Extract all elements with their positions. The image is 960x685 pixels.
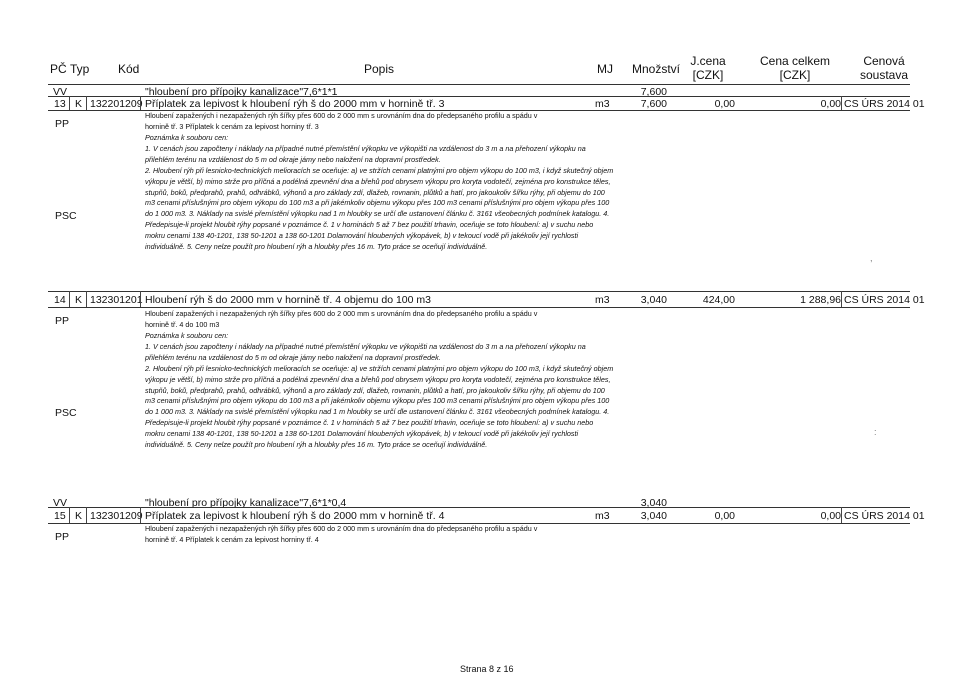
pp-line: hornině tř. 4 do 100 m3 — [145, 319, 220, 329]
pp-label: PP — [55, 118, 70, 130]
scan-mark: : — [874, 427, 877, 437]
vv-text: "hloubení pro přípojky kanalizace"7,6*1*0,4 — [145, 497, 347, 509]
header-jcena-line1: J.cena — [690, 54, 726, 68]
vv-qty: 7,600 — [640, 86, 667, 98]
item-pc: 14 — [54, 294, 66, 306]
header-mnozstvi: Množství — [632, 62, 681, 76]
vv-qty: 3,040 — [640, 497, 667, 509]
pp-line: hornině tř. 3 Příplatek k cenám za lepivost horniny tř. 3 — [145, 121, 319, 131]
pp-line: Hloubení zapažených i nezapažených rýh šířky přes 600 do 2 000 mm s urovnáním dna do předepsaného profilu a spádu v — [145, 309, 538, 318]
item-soustava: CS ÚRS 2014 01 — [844, 294, 925, 306]
header-rule — [48, 84, 910, 85]
item-celkem: 0,00 — [820, 98, 841, 110]
pp-label: PP — [55, 315, 70, 327]
col-divider — [841, 96, 842, 110]
psc-label: PSC — [55, 407, 77, 419]
item-jcena: 0,00 — [714, 510, 735, 522]
col-divider — [841, 291, 842, 307]
header-celkem — [750, 54, 840, 82]
item-kod: 132201209 — [90, 98, 143, 110]
item-typ: K — [75, 98, 83, 110]
item-row-bottom — [48, 307, 910, 308]
col-divider — [86, 96, 87, 110]
item-kod: 132301201 — [90, 294, 143, 306]
psc-note: Poznámka k souboru cen: 1. V cenách jsou započteny i náklady na případné nutné přemístění výkopku ve výkopišti na vzdálenost do 3 m a na přehození výkopku na přilehlém terénu na vzdálenost do 5 m od okraje jámy nebo naložení na dopravní prostředek. 2. Hloubení rýh při lesnicko-technických melioracích se oceňuje: a) ve stržích cenami platnými pro objem výkopu do 100 m3, i když skutečný objem výkopu je větší, b) mimo strže pro příčná a podélná zpevnění dna a břehů pod obrysem výkopu pro koryta vodotečí, zejména pro konstrukce těles, stupňů, boků, předprahů, prahů, odhrábků, výhonů a pro základy zdí, dlažeb, rovnanin, plůtků a hatí, pro jakoukoliv šířku rýhy, při objemu do 100 m3 cenami příslušnými pro objem výkopu do 100 m3 a při jakémkoliv objemu výkopu přes 100 m3 cenami příslušnými pro objem výkopu přes 100 do 1 000 m3. 3. Náklady na svislé přemístění výkopku nad 1 m hloubky se určí dle ustanovení článku č. 3161 všeobecných podmínek katalogu. 4. Předepisuje-li projekt hloubit rýhy popsané v poznámce č. 1 v horninách 5 až 7 bez použití trhavin, oceňuje se toto hloubení: a) v suchu nebo mokru cenami 138 40-1201, 138 50-1201 a 138 60-1201 Dolamování hloubených výkopávek, b) v tekoucí vodě při jakékoliv její rychlosti individuálně. 5. Ceny nelze použít pro hloubení rýh a hloubky přes 16 m. Tyto práce se oceňují individuálně. — [145, 331, 614, 450]
psc-note: Poznámka k souboru cen: 1. V cenách jsou započteny i náklady na případné nutné přemístění výkopku ve výkopišti na vzdálenost do 3 m a na přehození výkopku na přilehlém terénu na vzdálenost do 5 m od okraje jámy nebo naložení na dopravní prostředek. 2. Hloubení rýh při lesnicko-technických melioracích se oceňuje: a) ve stržích cenami platnými pro objem výkopu do 100 m3, i když skutečný objem výkopu je větší, b) mimo strže pro příčná a podélná zpevnění dna a břehů pod obrysem výkopu pro koryta vodotečí, zejména pro konstrukce těles, stupňů, boků, předprahů, prahů, odhrábků, výhonů a pro základy zdí, dlažeb, rovnanin, plůtků a hatí, pro jakoukoliv šířku rýhy, při objemu do 100 m3 cenami příslušnými pro objem výkopu do 100 m3 a při jakémkoliv objemu výkopu přes 100 m3 cenami příslušnými pro objem výkopu přes 100 do 1 000 m3. 3. Náklady na svislé přemístění výkopku nad 1 m hloubky se určí dle ustanovení článku č. 3161 všeobecných podmínek katalogu. 4. Předepisuje-li projekt hloubit rýhy popsané v poznámce č. 1 v horninách 5 až 7 bez použití trhavin, oceňuje se toto hloubení: a) v suchu nebo mokru cenami 138 40-1201, 138 50-1201 a 138 60-1201 Dolamování hloubených výkopávek, b) v tekoucí vodě při jakékoliv její rychlosti individuálně. 5. Ceny nelze použít pro hloubení rýh a hloubky přes 16 m. Tyto práce se oceňují individuálně. — [145, 133, 614, 252]
item-row-top — [48, 96, 910, 97]
header-jcena-line2: [CZK] — [692, 68, 724, 82]
pp-description — [145, 524, 605, 546]
pp-description — [145, 309, 605, 331]
item-pc: 15 — [54, 510, 66, 522]
header-soustava-line1: Cenová — [863, 54, 905, 68]
col-divider — [86, 507, 87, 523]
col-divider — [69, 96, 70, 110]
col-divider — [140, 507, 141, 523]
item-mj: m3 — [595, 510, 610, 522]
pp-line: hornině tř. 4 Příplatek k cenám za lepivost horniny tř. 4 — [145, 534, 319, 544]
item-celkem: 0,00 — [820, 510, 841, 522]
psc-label: PSC — [55, 210, 77, 222]
col-divider — [69, 291, 70, 307]
header-soustava-line2: soustava — [859, 68, 909, 82]
header-celkem-line1: Cena celkem — [759, 54, 831, 68]
item-soustava: CS ÚRS 2014 01 — [844, 98, 925, 110]
header-typ: Typ — [70, 62, 90, 76]
header-mj: MJ — [597, 62, 613, 76]
item-typ: K — [75, 294, 83, 306]
col-divider — [140, 291, 141, 307]
header-celkem-line2: [CZK] — [779, 68, 811, 82]
page-number: Strana 8 z 16 — [460, 664, 514, 674]
item-row-top — [48, 507, 910, 508]
header-soustava — [848, 54, 920, 82]
vv-text: "hloubení pro přípojky kanalizace"7,6*1*1 — [145, 86, 338, 98]
item-mj: m3 — [595, 294, 610, 306]
item-popis: Příplatek za lepivost k hloubení rýh š do 2000 mm v hornině tř. 3 — [145, 98, 445, 110]
header-popis: Popis — [364, 62, 395, 76]
item-qty: 3,040 — [640, 294, 667, 306]
item-qty: 3,040 — [640, 510, 667, 522]
item-popis: Příplatek za lepivost k hloubení rýh š do 2000 mm v hornině tř. 4 — [145, 510, 445, 522]
item-kod: 132301209 — [90, 510, 143, 522]
item-mj: m3 — [595, 98, 610, 110]
item-typ: K — [75, 510, 83, 522]
pp-line: Hloubení zapažených i nezapažených rýh šířky přes 600 do 2 000 mm s urovnáním dna do předepsaného profilu a spádu v — [145, 111, 538, 120]
header-pc: PČ — [50, 62, 67, 76]
pp-description — [145, 111, 605, 133]
col-divider — [841, 507, 842, 523]
item-jcena: 424,00 — [702, 294, 735, 306]
pp-line: Hloubení zapažených i nezapažených rýh šířky přes 600 do 2 000 mm s urovnáním dna do předepsaného profilu a spádu v — [145, 524, 538, 533]
header-kod: Kód — [118, 62, 140, 76]
item-jcena: 0,00 — [714, 98, 735, 110]
item-pc: 13 — [54, 98, 66, 110]
vv-label: VV — [53, 86, 68, 98]
col-divider — [140, 96, 141, 110]
vv-label: VV — [53, 497, 68, 509]
col-divider — [69, 507, 70, 523]
header-jcena — [680, 54, 736, 82]
item-row-top — [48, 291, 910, 292]
item-celkem: 1 288,96 — [800, 294, 841, 306]
pp-label: PP — [55, 531, 70, 543]
item-qty: 7,600 — [640, 98, 667, 110]
col-divider — [86, 291, 87, 307]
scan-mark: , — [870, 253, 873, 263]
item-popis: Hloubení rýh š do 2000 mm v hornině tř. 4 objemu do 100 m3 — [145, 294, 431, 306]
item-soustava: CS ÚRS 2014 01 — [844, 510, 925, 522]
